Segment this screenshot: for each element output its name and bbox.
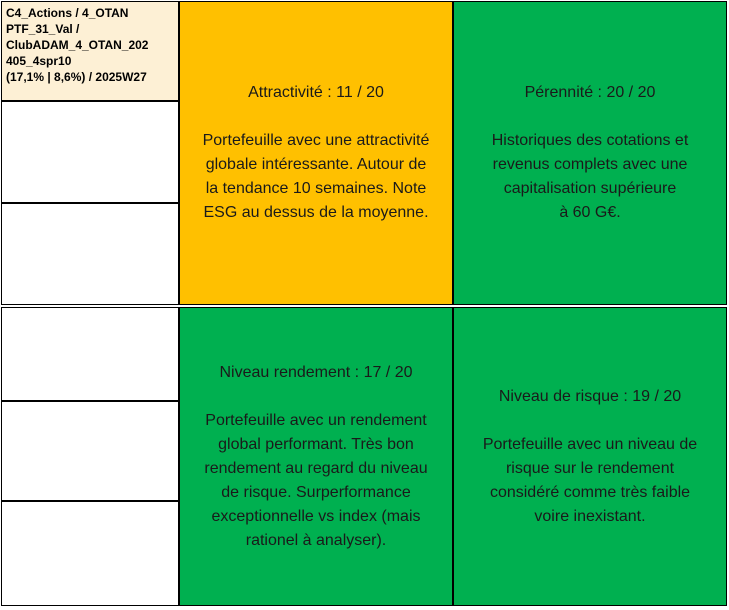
- risque-text-line: considéré comme très faible: [489, 483, 691, 501]
- rendement-text-line: Portefeuille avec un rendement: [205, 411, 427, 429]
- rendement-text-line: exceptionnelle vs index (mais: [211, 507, 421, 525]
- header-line: C4_Actions / 4_OTAN: [6, 6, 129, 20]
- attractivite-title: Attractivité : 11 / 20: [248, 84, 384, 101]
- rendement-text-line: rendement au regard du niveau: [204, 459, 428, 477]
- portfolio-header-cell[interactable]: [1, 1, 179, 101]
- attractivite-text-line: Portefeuille avec une attractivité: [202, 132, 430, 149]
- header-line: 405_4spr10: [6, 54, 72, 68]
- rendement-score-cell[interactable]: [179, 307, 453, 606]
- risque-text-line: Portefeuille avec un niveau de: [482, 435, 698, 453]
- perennite-score-cell[interactable]: [453, 1, 727, 305]
- attractivite-text-line: la tendance 10 semaines. Note: [205, 180, 427, 197]
- perennite-text-line: capitalisation supérieure: [503, 180, 677, 197]
- header-line: PTF_31_Val /: [6, 22, 80, 36]
- empty-cell[interactable]: [1, 203, 179, 305]
- perennite-text-line: revenus complets avec une: [492, 156, 688, 173]
- empty-cell[interactable]: [1, 101, 179, 203]
- risque-score-cell[interactable]: [453, 307, 727, 606]
- rendement-text-line: rationel à analyser).: [245, 531, 387, 549]
- perennite-text-line: à 60 G€.: [559, 204, 621, 221]
- empty-cell[interactable]: [1, 501, 179, 606]
- risque-text-line: risque sur le rendement: [505, 459, 675, 477]
- perennite-text-line: Historiques des cotations et: [491, 132, 689, 149]
- empty-cell[interactable]: [1, 401, 179, 501]
- attractivite-text-line: ESG au dessus de la moyenne.: [203, 204, 429, 221]
- rendement-title: Niveau rendement : 17 / 20: [219, 363, 413, 381]
- rendement-text-line: de risque. Surperformance: [221, 483, 411, 501]
- risque-text-line: voire inexistant.: [534, 507, 646, 525]
- attractivite-score-cell[interactable]: [179, 1, 453, 305]
- risque-title: Niveau de risque : 19 / 20: [498, 387, 682, 405]
- header-line: (17,1% | 8,6%) / 2025W27: [6, 70, 147, 84]
- header-line: ClubADAM_4_OTAN_202: [6, 38, 149, 52]
- attractivite-text-line: globale intéressante. Autour de: [205, 156, 427, 173]
- empty-cell[interactable]: [1, 307, 179, 401]
- perennite-title: Pérennité : 20 / 20: [524, 84, 656, 101]
- rendement-text-line: global performant. Très bon: [218, 435, 414, 453]
